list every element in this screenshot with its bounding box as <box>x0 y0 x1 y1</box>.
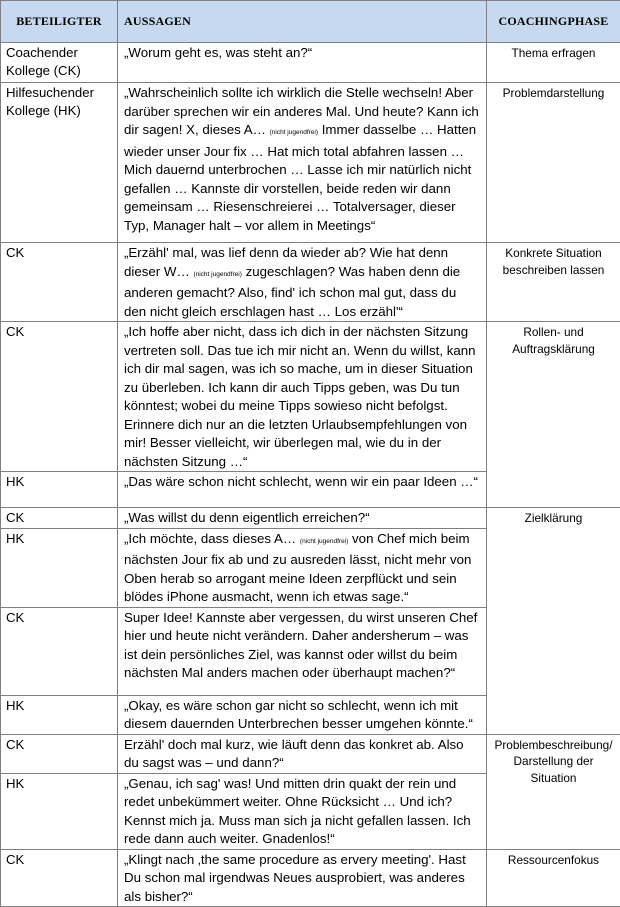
table-row <box>1 243 620 322</box>
statement-text: von Chef mich beim nächsten Jour fix ab und zu ausreden lässt, nicht mehr von Oben herab so arrogant meine Ideen zerpflückt und sein blödes iPhone ausmacht, wenn ich etwas sage.“ <box>124 531 471 605</box>
participant-cell: Hilfesuchender Kollege (HK) <box>1 83 118 243</box>
participant-cell: CK <box>1 243 118 322</box>
participant-cell: CK <box>1 849 118 907</box>
participant-cell: CK <box>1 734 118 773</box>
table-row <box>1 734 620 773</box>
statement-cell: „Worum geht es, was steht an?“ <box>118 43 487 83</box>
participant-cell: CK <box>1 508 118 529</box>
header-participant: BETEILIGTER <box>1 1 118 43</box>
participant-cell: HK <box>1 472 118 508</box>
table-row <box>1 849 620 907</box>
statement-cell: „Was willst du denn eigentlich erreichen?“ <box>118 508 487 529</box>
table-row <box>1 83 620 243</box>
statement-cell <box>118 528 487 607</box>
statement-cell: „Genau, ich sag' was! Und mitten drin quakt der rein und redet unbekümmert weiter. Ohne Rücksicht … Und ich? Kennst mich ja. Muss man sich ja nicht gefallen lassen. Ich rede dann auch weiter. Gnadenlos!“ <box>118 773 487 849</box>
censor-note: (nicht jugendfrei) <box>270 129 318 136</box>
participant-cell: HK <box>1 528 118 607</box>
censor-note: (nicht jugendfrei) <box>193 271 241 278</box>
phase-cell: Problembeschreibung/ Darstellung der Situation <box>487 734 620 849</box>
statement-cell <box>118 83 487 243</box>
table-row <box>1 322 620 472</box>
phase-cell: Problemdarstellung <box>487 83 620 243</box>
censor-note: (nicht jugendfrei) <box>300 538 348 545</box>
table-row <box>1 508 620 529</box>
statement-cell: „Das wäre schon nicht schlecht, wenn wir ein paar Ideen …“ <box>118 472 487 508</box>
statement-text: Immer dasselbe … Hatten wieder unser Jour fix … Hat mich total abfahren lassen … Mich dauernd unterbrochen … Lasse ich mir natürlich nicht gefallen … Kannste dir vorstellen, beide reden wir dann gemeinsam … Riesenschreierei … Totalversager, dieser Typ, Manager halt – vor allem in Meetings“ <box>124 122 476 233</box>
statement-cell: „Okay, es wäre schon gar nicht so schlecht, wenn ich mit diesem dauernden Unterbrechen besser umgehen könnte.“ <box>118 695 487 734</box>
participant-cell: HK <box>1 773 118 849</box>
statement-text: „Erzähl' mal, was lief denn da wieder ab? Wie hat denn dieser W… <box>124 245 448 279</box>
statement-text: „Ich möchte, dass dieses A… <box>124 531 300 546</box>
table-row <box>1 43 620 83</box>
phase-cell: Thema erfragen <box>487 43 620 83</box>
header-phase: COACHINGPHASE <box>487 1 620 43</box>
statement-cell <box>118 243 487 322</box>
statement-cell: „Ich hoffe aber nicht, dass ich dich in der nächsten Sitzung vertreten soll. Das tue ich mir nicht an. Wenn du willst, kann ich dir mal sagen, was ich so mache, um in dieser Situation zu überleben. Ich kann dir auch Tipps geben, was Du tun könntest; wobei du meine Tipps sowieso nicht befolgst. Erinnere dich nur an die letzten Urlaubsempfehlungen von mir! Besser vielleicht, wir überlegen mal, wie du in der nächsten Sitzung …“ <box>118 322 487 472</box>
participant-cell: CK <box>1 322 118 472</box>
phase-cell: Zielklärung <box>487 508 620 735</box>
statement-text: „Wahrscheinlich sollte ich wirklich die Stelle wechseln! Aber darüber sprechen wir ein anderes Mal. Und heute? Kann ich dir sagen! X, dieses A… <box>124 85 479 137</box>
participant-cell: Coachender Kollege (CK) <box>1 43 118 83</box>
statement-cell: Erzähl' doch mal kurz, wie läuft denn das konkret ab. Also du sagst was – und dann?“ <box>118 734 487 773</box>
phase-cell: Rollen- und Auftragsklärung <box>487 322 620 508</box>
header-row <box>1 1 620 43</box>
statement-text: zugeschlagen? Was haben denn die anderen gemacht? Also, find' ich schon mal gut, dass du den nicht gleich erschlagen hast … Los erzähl'“ <box>124 264 460 319</box>
statement-cell: Super Idee! Kannste aber vergessen, du wirst unseren Chef hier und heute nicht verändern. Daher andersherum – was ist dein persönliches Ziel, was kannst oder willst du beim nächsten Mal anders machen oder überhaupt machen?“ <box>118 607 487 695</box>
participant-cell: CK <box>1 607 118 695</box>
phase-cell: Ressourcenfokus <box>487 849 620 907</box>
statement-cell: „Klingt nach ‚the same procedure as ervery meeting'. Hast Du schon mal irgendwas Neues ausprobiert, was anderes als bisher?“ <box>118 849 487 907</box>
header-statements: AUSSAGEN <box>118 1 487 43</box>
phase-cell: Konkrete Situation beschreiben lassen <box>487 243 620 322</box>
participant-cell: HK <box>1 695 118 734</box>
